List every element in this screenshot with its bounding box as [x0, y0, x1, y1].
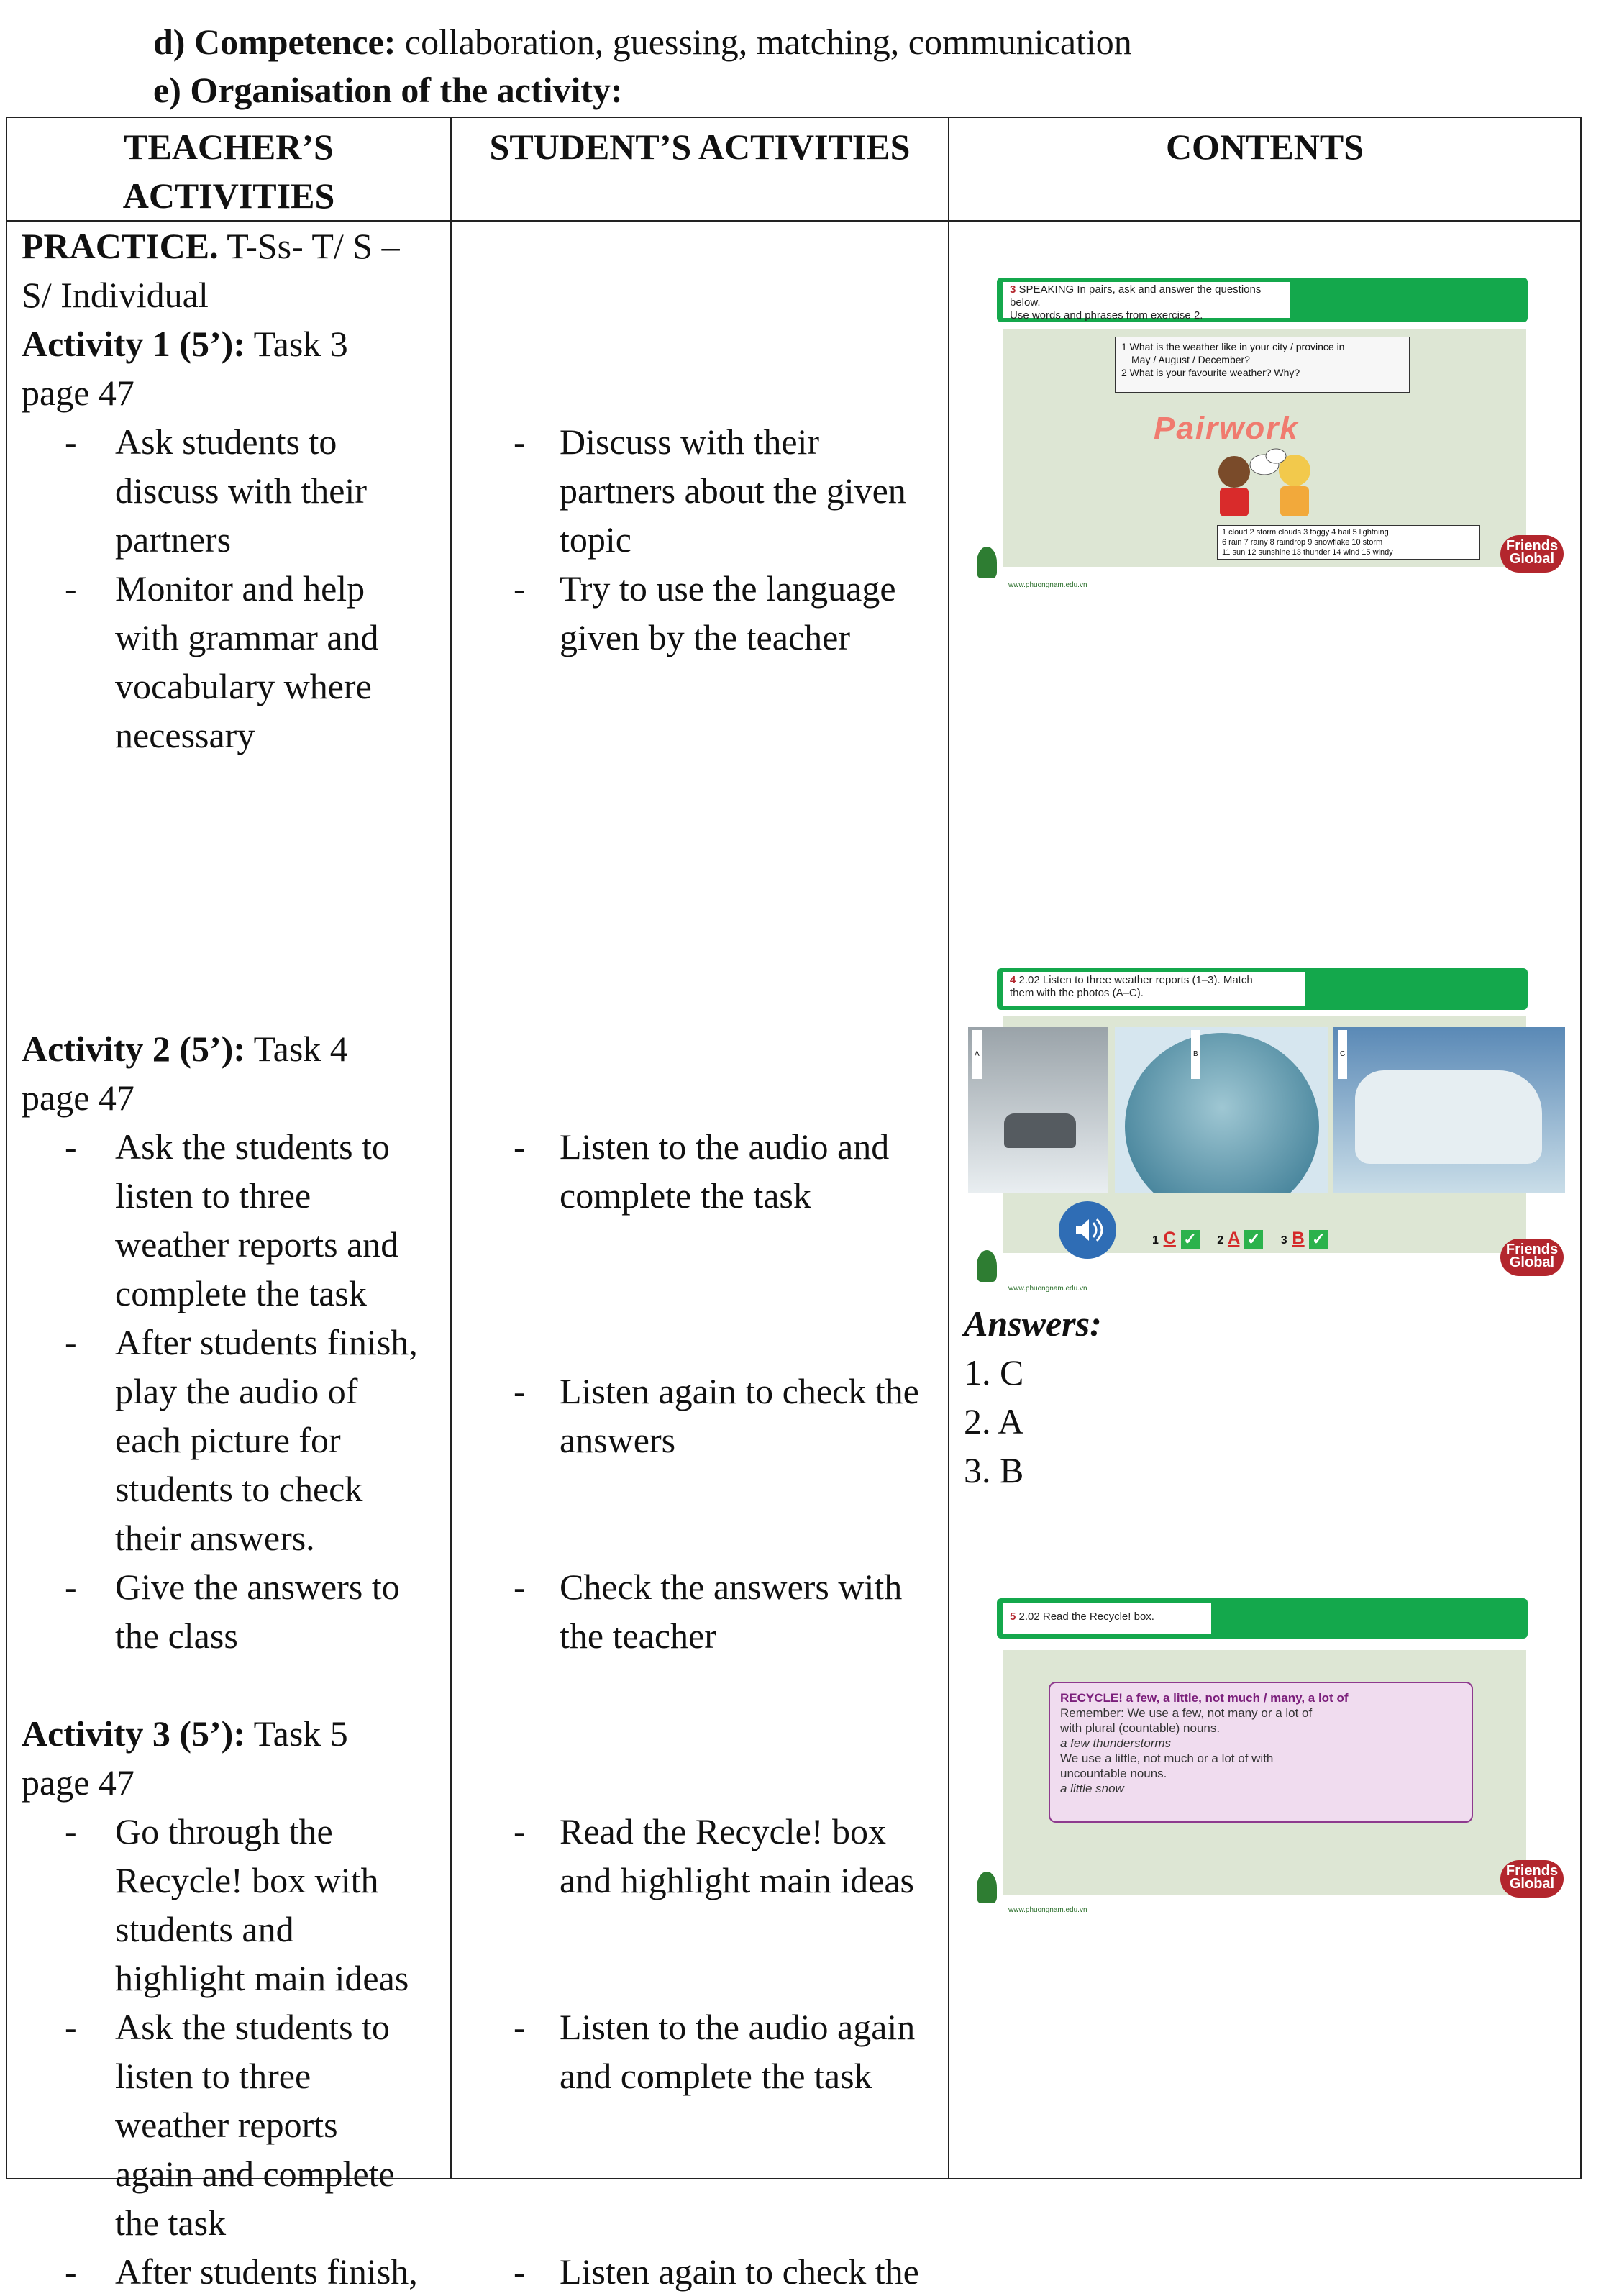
activity1-task: Task 3 — [245, 324, 348, 364]
activity2-student-line: Listen again to check the — [560, 1371, 919, 1411]
friends-global-logo-text: Friends Global — [1505, 1242, 1559, 1270]
activity-table — [6, 117, 1582, 2292]
activity3-task: Task 5 — [245, 1713, 348, 1754]
activity1-page: page 47 — [22, 373, 134, 413]
bullet-dash: - — [514, 422, 526, 462]
photo-b-storm — [1115, 1027, 1328, 1193]
header-teacher-label: TEACHER’S ACTIVITIES — [122, 127, 335, 216]
activity2-task: Task 4 — [245, 1029, 348, 1069]
answer-3 — [1281, 1229, 1328, 1248]
activity1-teacher-line: necessary — [115, 715, 255, 755]
slide1-url: www.phuongnam.edu.vn — [1008, 581, 1087, 589]
activity3-teacher-line: Go through the — [115, 1811, 333, 1851]
activity1-heading — [22, 319, 348, 368]
activity3-teacher-line: weather reports — [115, 2105, 338, 2145]
slide-speaking — [968, 272, 1572, 588]
contents-inner — [949, 222, 1580, 2178]
activity2-page: page 47 — [22, 1078, 134, 1118]
activity2-student-line: Listen to the audio and — [560, 1126, 890, 1167]
activity3-student-line: Listen to the audio again — [560, 2007, 916, 2047]
teacher-cell — [6, 221, 451, 2292]
activity2-student-line: answers — [560, 1420, 676, 1460]
activity3-teacher-line: After students finish, — [115, 2251, 418, 2292]
bullet-dash: - — [514, 568, 526, 609]
bullet-dash: - — [65, 1567, 77, 1607]
activity3-teacher-line: the task — [115, 2202, 227, 2243]
photo-c-label: C — [1338, 1030, 1347, 1079]
recycle-line-5: uncountable nouns. — [1060, 1767, 1167, 1780]
bullet-dash: - — [514, 1567, 526, 1607]
slide2-header-bar — [997, 968, 1528, 1010]
activity2-student-line: the teacher — [560, 1616, 716, 1656]
header-student-label: STUDENT’S ACTIVITIES — [489, 127, 911, 167]
header-teacher — [6, 117, 451, 221]
slide1-header-text — [1003, 282, 1290, 322]
activity2-teacher-line: complete the task — [115, 1273, 367, 1313]
header-student — [451, 117, 949, 221]
activity1-student-line: given by the teacher — [560, 617, 850, 657]
activity3-page: page 47 — [22, 1762, 134, 1803]
answer-2-letter: A — [1227, 1229, 1240, 1248]
activity1-teacher-line: discuss with their — [115, 470, 367, 511]
vocab-row-2: 6 rain 7 rainy 8 raindrop 9 snowflake 10 storm — [1222, 538, 1383, 547]
organisation-line — [153, 68, 623, 111]
activity2-student-line: Check the answers with — [560, 1567, 903, 1607]
activity1-teacher-line: partners — [115, 519, 232, 560]
student-cell — [451, 221, 949, 2292]
activity1-student-line: partners about the given — [560, 470, 906, 511]
practice-line2: S/ Individual — [22, 275, 209, 315]
activity1-teacher-line: vocabulary where — [115, 666, 372, 706]
publisher-logo-icon — [977, 1250, 997, 1282]
recycle-line-2: with plural (countable) nouns. — [1060, 1721, 1221, 1735]
bullet-dash: - — [514, 1811, 526, 1851]
answers-item-1: 1. C — [964, 1352, 1024, 1393]
activity3-teacher-line: listen to three — [115, 2056, 311, 2096]
bullet-dash: - — [65, 2251, 77, 2292]
activity3-teacher-line: Recycle! box with — [115, 1860, 379, 1900]
slide3-header-bar — [997, 1598, 1528, 1639]
slide2-num: 4 — [1010, 974, 1016, 986]
answer-2-num: 2 — [1217, 1234, 1224, 1247]
practice-line — [22, 222, 400, 270]
recycle-line-6: a little snow — [1060, 1782, 1124, 1795]
activity2-teacher-line: listen to three — [115, 1175, 311, 1216]
check-icon: ✓ — [1309, 1230, 1328, 1249]
vocab-row-3: 11 sun 12 sunshine 13 thunder 14 wind 15 windy — [1222, 548, 1393, 557]
answer-2 — [1217, 1229, 1263, 1248]
recycle-title: RECYCLE! a few, a little, not much / many, a lot of — [1060, 1691, 1349, 1705]
recycle-line-4: We use a little, not much or a lot of with — [1060, 1751, 1274, 1765]
answers-title: Answers: — [964, 1303, 1102, 1344]
slide-listening — [968, 962, 1572, 1293]
activity1-student-line: Discuss with their — [560, 422, 820, 462]
activity2-teacher-line: the class — [115, 1616, 238, 1656]
bullet-dash: - — [65, 422, 77, 462]
slide1-header-l1: SPEAKING In pairs, ask and answer the questions below. — [1010, 283, 1262, 309]
speaker-icon — [1059, 1201, 1116, 1259]
activity2-teacher-line: After students finish, — [115, 1322, 418, 1362]
activity2-teacher-line: Ask the students to — [115, 1126, 390, 1167]
bullet-dash: - — [65, 568, 77, 609]
practice-label: PRACTICE. — [22, 226, 219, 266]
activity3-student-line: and complete the task — [560, 2056, 872, 2096]
activity1-teacher-line: Ask students to — [115, 422, 337, 462]
bullet-dash: - — [514, 1126, 526, 1167]
header-contents — [949, 117, 1581, 221]
vocab-row-1: 1 cloud 2 storm clouds 3 foggy 4 hail 5 lightning — [1222, 528, 1389, 537]
slide3-num: 5 — [1010, 1611, 1016, 1623]
activity2-teacher-line: Give the answers to — [115, 1567, 400, 1607]
activity3-student-line: Read the Recycle! box — [560, 1811, 886, 1851]
pairwork-children-icon — [1204, 446, 1326, 521]
slide-recycle — [968, 1593, 1572, 1916]
header-contents-label: CONTENTS — [1165, 127, 1364, 167]
bullet-dash: - — [514, 1371, 526, 1411]
friends-global-logo — [1500, 1239, 1564, 1276]
slide1-header-bar — [997, 278, 1528, 322]
activity1-teacher-line: with grammar and — [115, 617, 379, 657]
slide1-header-l2: Use words and phrases from exercise 2. — [1010, 309, 1203, 322]
activity1-label: Activity 1 (5’): — [22, 324, 245, 364]
slide1-num: 3 — [1010, 283, 1016, 296]
photo-a-snow-car — [968, 1027, 1108, 1193]
recycle-box — [1049, 1682, 1473, 1823]
slide3-panel — [1003, 1650, 1526, 1895]
activity3-student-line: and highlight main ideas — [560, 1860, 914, 1900]
table-body-row — [6, 221, 1581, 2179]
slide1-questions — [1115, 337, 1410, 393]
storm-circle — [1125, 1033, 1319, 1193]
bullet-dash: - — [65, 1126, 77, 1167]
friends-global-logo-text: Friends Global — [1505, 1863, 1559, 1892]
slide3-header-text — [1003, 1603, 1211, 1634]
recycle-line-1: Remember: We use a few, not many or a lot of — [1060, 1706, 1313, 1720]
bullet-dash: - — [514, 2007, 526, 2047]
audio-play-button[interactable] — [1059, 1201, 1116, 1259]
slide1-q2: 2 What is your favourite weather? Why? — [1121, 367, 1300, 378]
activity3-teacher-line: highlight main ideas — [115, 1958, 409, 1998]
slide2-header-l2: them with the photos (A–C). — [1010, 987, 1144, 999]
photo-a-label: A — [972, 1030, 982, 1079]
check-icon: ✓ — [1181, 1230, 1200, 1249]
activity3-heading — [22, 1709, 348, 1758]
slide1-q1a: 1 What is the weather like in your city / province in — [1121, 341, 1345, 352]
activity2-teacher-line: each picture for — [115, 1420, 341, 1460]
bullet-dash: - — [65, 1811, 77, 1851]
ice-car-shape — [1355, 1070, 1542, 1164]
friends-global-logo-text: Friends Global — [1505, 538, 1559, 567]
activity3-teacher-line: Ask the students to — [115, 2007, 390, 2047]
contents-cell — [949, 221, 1581, 2179]
slide1-q1b: May / August / December? — [1131, 354, 1250, 365]
photo-c-ice-car — [1333, 1027, 1565, 1193]
answers-item-3: 3. B — [964, 1450, 1024, 1490]
publisher-logo-icon — [977, 547, 997, 578]
answer-1 — [1152, 1229, 1200, 1248]
bullet-dash: - — [65, 2007, 77, 2047]
activity2-student-line: complete the task — [560, 1175, 811, 1216]
activity2-teacher-line: their answers. — [115, 1518, 315, 1558]
photo-b-label: B — [1191, 1030, 1200, 1079]
activity2-teacher-line: weather reports and — [115, 1224, 399, 1265]
slide1-vocab-box — [1217, 525, 1480, 560]
snow-car-shape — [1004, 1113, 1076, 1148]
friends-global-logo — [1500, 535, 1564, 573]
practice-text: T-Ss- T/ S – — [218, 226, 400, 266]
activity1-teacher-line: Monitor and help — [115, 568, 365, 609]
check-icon: ✓ — [1244, 1230, 1263, 1249]
activity2-heading — [22, 1024, 348, 1073]
slide3-header: 2.02 Read the Recycle! box. — [1018, 1611, 1154, 1623]
competence-label: d) Competence: — [153, 22, 396, 62]
bullet-dash: - — [65, 1322, 77, 1362]
competence-text: collaboration, guessing, matching, communication — [396, 22, 1132, 62]
activity1-student-line: Try to use the language — [560, 568, 896, 609]
activity2-teacher-line: play the audio of — [115, 1371, 358, 1411]
publisher-logo-icon — [977, 1872, 997, 1903]
slide2-header-text — [1003, 972, 1305, 1006]
answer-1-num: 1 — [1152, 1234, 1159, 1247]
slide1-panel — [1003, 329, 1526, 567]
activity2-teacher-line: students to check — [115, 1469, 363, 1509]
friends-global-logo — [1500, 1860, 1564, 1898]
activity3-student-line: Listen again to check the — [560, 2251, 919, 2292]
activity3-label: Activity 3 (5’): — [22, 1713, 245, 1754]
activity3-teacher-line: again and complete — [115, 2154, 395, 2194]
organisation-label: e) Organisation of the activity: — [153, 70, 623, 110]
answer-1-letter: C — [1163, 1229, 1176, 1248]
slide2-answer-row — [1152, 1214, 1328, 1265]
activity2-label: Activity 2 (5’): — [22, 1029, 245, 1069]
slide2-url: www.phuongnam.edu.vn — [1008, 1285, 1087, 1293]
answers-item-2: 2. A — [964, 1401, 1024, 1441]
pairwork-title: Pairwork — [1154, 411, 1299, 446]
recycle-line-3: a few thunderstorms — [1060, 1736, 1172, 1750]
activity3-teacher-line: students and — [115, 1909, 294, 1949]
activity1-student-line: topic — [560, 519, 631, 560]
answer-3-num: 3 — [1280, 1234, 1287, 1247]
slide3-url: www.phuongnam.edu.vn — [1008, 1906, 1087, 1914]
bullet-dash: - — [514, 2251, 526, 2292]
table-header-row — [6, 117, 1581, 221]
competence-line — [153, 20, 1132, 63]
slide2-header-l1: 2.02 Listen to three weather reports (1–3). Match — [1018, 974, 1253, 986]
answer-3-letter: B — [1292, 1229, 1305, 1248]
